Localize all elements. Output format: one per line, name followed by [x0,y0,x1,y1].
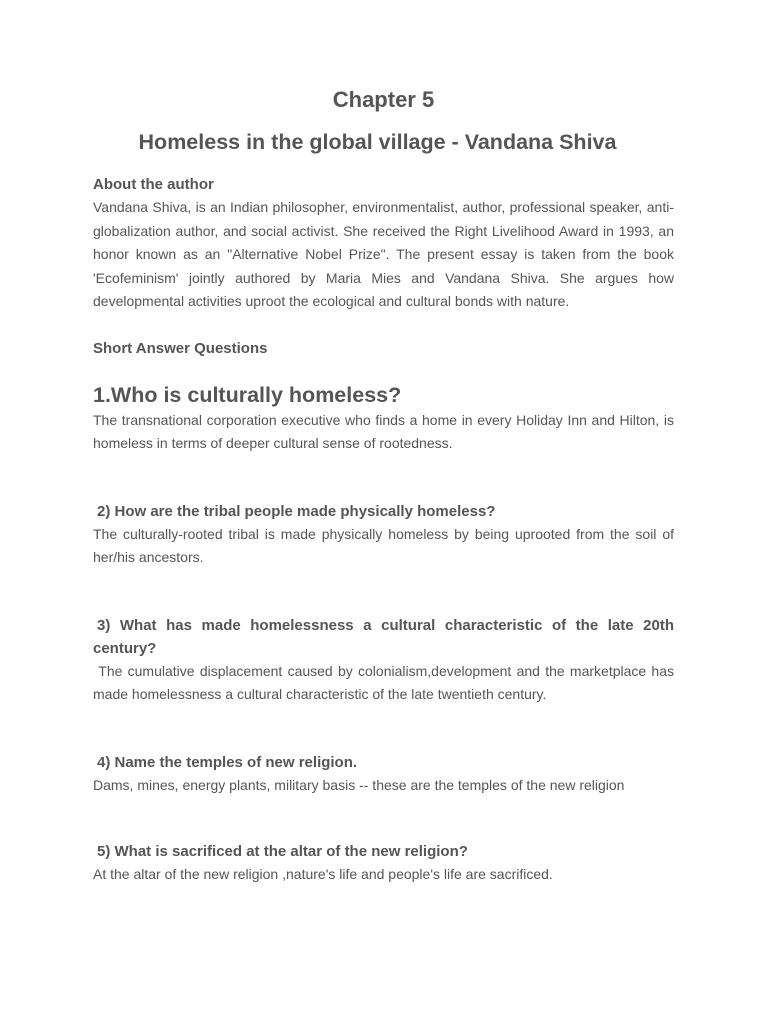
question-3: 3) What has made homelessness a cultural characteristic of the late 20th century? [93,616,674,657]
spacer [93,707,674,751]
short-answer-heading: Short Answer Questions [93,339,268,357]
spacer [93,797,674,840]
about-author-text: Vandana Shiva, is an Indian philosopher, environmentalist, author, professional speaker, anti-globalization author, and social activist. She received the Right Livelihood Award in 1993, an honor known as an "Alternative Nobel Prize". The present essay is taken from the book 'Ecofeminism' jointly authored by Maria Mies and Vandana Shiva. She argues how developmental activities uproot the ecological and cultural bonds with nature. [93,199,674,309]
document-page [93,82,678,887]
answer-2: The culturally-rooted tribal is made physically homeless by being uprooted from the soil of her/his ancestors. [93,525,674,565]
about-author-heading: About the author [93,176,214,193]
essay-title: Homeless in the global village - Vandana Shiva [138,130,617,154]
spacer [93,456,674,500]
question-5: 5) What is sacrificed at the altar of the new religion? [97,843,468,860]
answer-4: Dams, mines, energy plants, military basis -- these are the temples of the new religion [93,776,625,793]
spacer [93,570,674,614]
question-4: 4) Name the temples of new religion. [97,753,358,771]
question-1: 1.Who is culturally homeless? [93,382,402,407]
answer-1: The transnational corporation executive who finds a home in every Holiday Inn and Hilton, is homeless in terms of deeper cultural sense of rootedness. [93,411,674,451]
answer-5: At the altar of the new religion ,nature's life and people's life are sacrificed. [93,866,553,882]
answer-3: The cumulative displacement caused by colonialism,development and the marketplace has made homelessness a cultural characteristic of the late twentieth century. [93,662,678,702]
question-2: 2) How are the tribal people made physically homeless? [97,502,496,520]
chapter-heading: Chapter 5 [332,87,435,112]
